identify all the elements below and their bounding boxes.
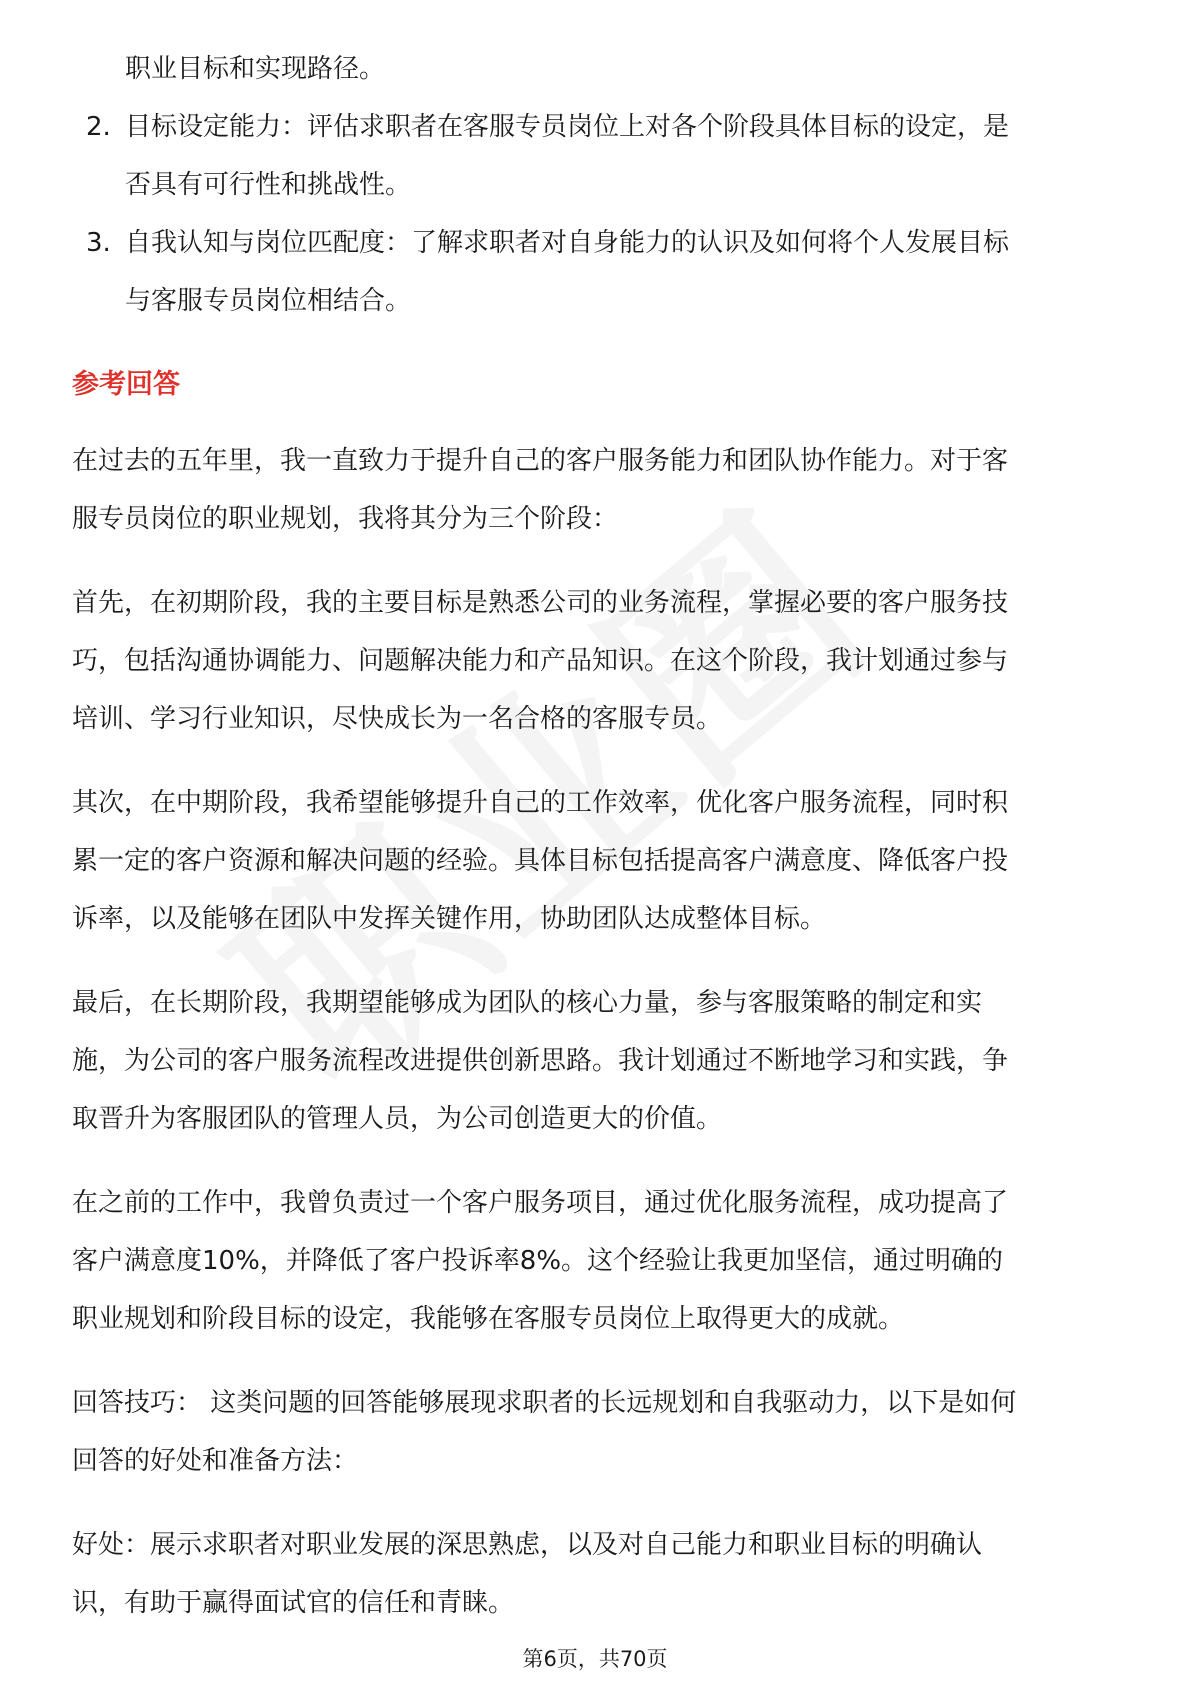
- paragraph-line: 在过去的五年里，我一直致力于提升自己的客户服务能力和团队协作能力。对于客: [72, 446, 1009, 476]
- paragraph: [72, 574, 1122, 748]
- paragraph-line: 最后，在长期阶段，我期望能够成为团队的核心力量，参与客服策略的制定和实: [72, 988, 983, 1018]
- paragraph-line: 回答的好处和准备方法：: [72, 1446, 359, 1476]
- list-item-text: 否具有可行性和挑战性。: [125, 170, 412, 200]
- paragraph: [72, 1174, 1122, 1348]
- paragraph: [72, 432, 1122, 548]
- paragraph: [72, 1516, 1122, 1632]
- list-item: [72, 214, 1122, 330]
- list-item-text: 目标设定能力：评估求职者在客服专员岗位上对各个阶段具体目标的设定，是: [125, 112, 1010, 142]
- paragraph-line: 诉率，以及能够在团队中发挥关键作用，协助团队达成整体目标。: [72, 904, 827, 934]
- paragraph-line: 首先，在初期阶段，我的主要目标是熟悉公司的业务流程，掌握必要的客户服务技: [72, 588, 1009, 618]
- list-item: [72, 98, 1122, 214]
- section-title: 参考回答: [72, 369, 180, 400]
- paragraph-line: 回答技巧： 这类问题的回答能够展现求职者的长远规划和自我驱动力，以下是如何: [72, 1388, 1017, 1418]
- paragraph: [72, 774, 1122, 948]
- list-number: 3.: [86, 228, 111, 258]
- paragraph: [72, 1374, 1122, 1490]
- list-number: 2.: [86, 112, 111, 142]
- paragraph-line: 培训、学习行业知识，尽快成长为一名合格的客服专员。: [72, 704, 723, 734]
- paragraph: [72, 974, 1122, 1148]
- paragraph-line: 施，为公司的客户服务流程改进提供创新思路。我计划通过不断地学习和实践，争: [72, 1046, 1009, 1076]
- paragraph-line: 累一定的客户资源和解决问题的经验。具体目标包括提高客户满意度、降低客户投: [72, 846, 1009, 876]
- paragraph-line: 服专员岗位的职业规划，我将其分为三个阶段：: [72, 504, 619, 534]
- paragraph-line: 好处：展示求职者对职业发展的深思熟虑，以及对自己能力和职业目标的明确认: [72, 1530, 983, 1560]
- page-content: [72, 40, 1122, 1632]
- paragraph-line: 识，有助于赢得面试官的信任和青睐。: [72, 1588, 515, 1618]
- paragraph-line: 客户满意度10%，并降低了客户投诉率8%。这个经验让我更加坚信，通过明确的: [72, 1246, 1004, 1276]
- paragraph-line: 职业规划和阶段目标的设定，我能够在客服专员岗位上取得更大的成就。: [72, 1304, 905, 1334]
- paragraph-line: 巧，包括沟通协调能力、问题解决能力和产品知识。在这个阶段，我计划通过参与: [72, 646, 1009, 676]
- paragraph-line: 在之前的工作中，我曾负责过一个客户服务项目，通过优化服务流程，成功提高了: [72, 1188, 1009, 1218]
- page-number: 第6页，共70页: [522, 1647, 668, 1671]
- numbered-list: [72, 98, 1122, 330]
- list-item-text: 与客服专员岗位相结合。: [125, 286, 412, 316]
- list-item-continuation: 职业目标和实现路径。: [125, 54, 386, 84]
- paragraph-line: 取晋升为客服团队的管理人员，为公司创造更大的价值。: [72, 1104, 723, 1134]
- paragraph-line: 其次，在中期阶段，我希望能够提升自己的工作效率，优化客户服务流程，同时积: [72, 788, 1009, 818]
- list-item-text: 自我认知与岗位匹配度：了解求职者对自身能力的认识及如何将个人发展目标: [125, 228, 1010, 258]
